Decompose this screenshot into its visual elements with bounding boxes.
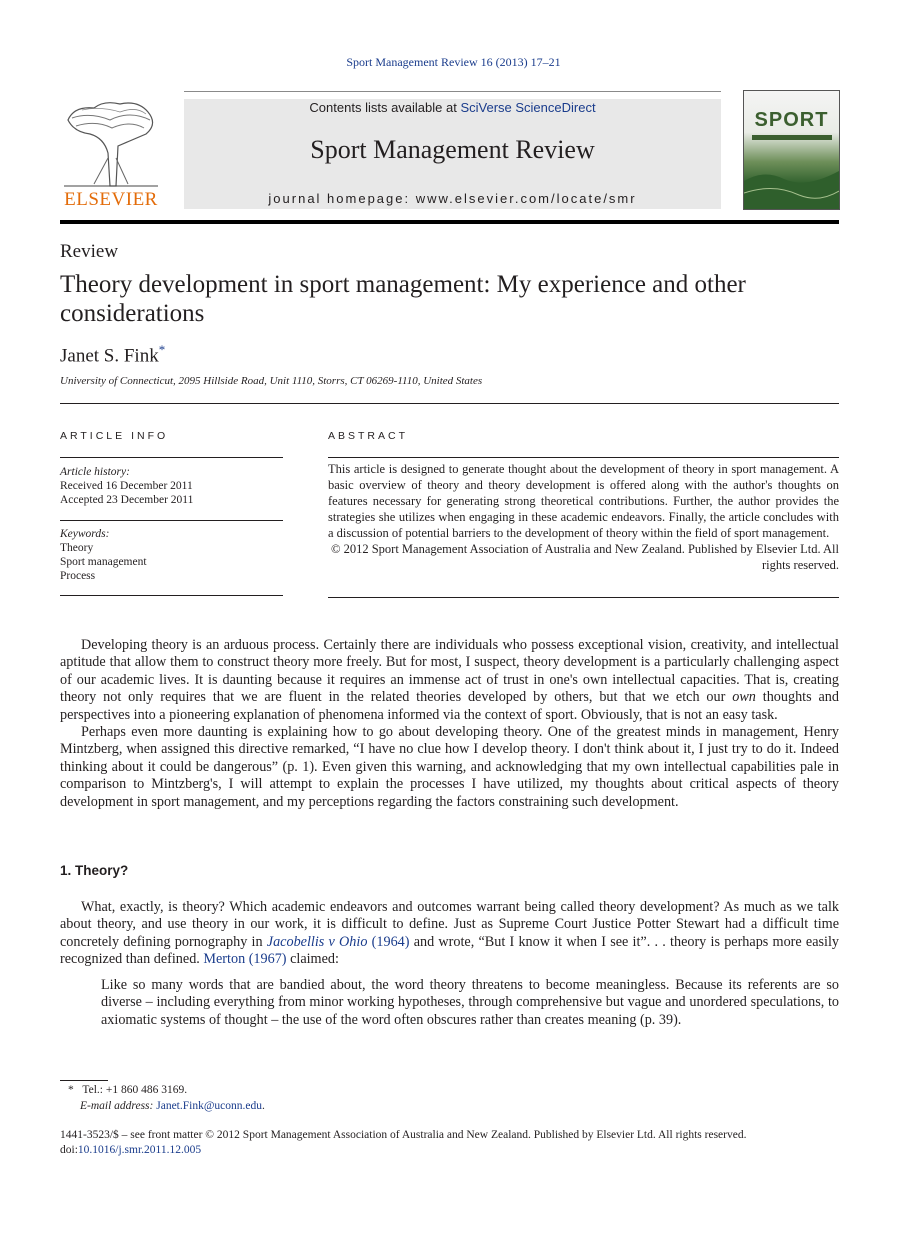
header-rule — [60, 220, 839, 224]
paragraph-text: thoughts and perspectives into a pioneering explanation of phenomena informed via the context of sport. Obviously, that is not an easy task. — [60, 689, 839, 723]
abstract-text: This article is designed to generate thought about the development of theory in sport management. A basic overview of theory and theory development is offered along with the author's thoughts on features necessary for generating strong theoretical contributions. Further, the author provides the strategies she utilizes when engaging in these academic endeavors. Finally, the article concludes with a discussion of potential barriers to the development of theory within the field of sport management. — [328, 462, 839, 540]
journal-banner — [184, 99, 721, 209]
article-info-heading: ARTICLE INFO — [60, 430, 169, 442]
paragraph-text: claimed: — [286, 951, 339, 968]
body-intro — [60, 637, 839, 811]
journal-cover[interactable] — [743, 90, 840, 210]
paragraph-text: and wrote, “But I know it when I see it”. . . theory is perhaps more easily recognized than defined. — [60, 933, 839, 968]
email-label: E-mail address: — [80, 1100, 154, 1112]
section-heading: 1. Theory? — [60, 863, 129, 878]
cover-landscape-icon — [744, 151, 839, 209]
author-footnote — [60, 1082, 265, 1114]
keyword: Process — [60, 570, 96, 582]
article-type: Review — [60, 241, 119, 262]
elsevier-logo[interactable] — [60, 98, 162, 210]
footnote-tel — [60, 1082, 265, 1098]
doi-label: doi: — [60, 1144, 78, 1156]
paragraph — [60, 637, 839, 724]
contents-prefix: Contents lists available at — [309, 100, 461, 115]
cover-subtitle-bar — [752, 135, 832, 140]
journal-homepage[interactable]: journal homepage: www.elsevier.com/locate/smr — [268, 191, 637, 206]
keywords-block — [60, 527, 147, 583]
abstract-body — [328, 461, 839, 573]
merton-citation-link[interactable]: Merton (1967) — [203, 951, 287, 968]
doi-link[interactable]: 10.1016/j.smr.2011.12.005 — [77, 1144, 202, 1156]
article-history — [60, 465, 193, 507]
body-section-1 — [60, 899, 839, 969]
accepted-date: Accepted 23 December 2011 — [60, 494, 194, 506]
sciencedirect-link[interactable]: SciVerse ScienceDirect — [460, 100, 596, 115]
keyword: Theory — [60, 542, 94, 554]
paragraph: Perhaps even more daunting is explaining how to go about developing theory. One of the greatest minds in management, Henry Mintzberg, when assigned this directive remarked, “I have no clue how I develop theory. I don't think about it, I just try to do it. Indeed thinking about it could be dangerous” (p. 1). Even given this warning, and acknowledging that my own intellectual capabilities pale in comparison to Mintzberg's, I will attempt to explain the processes I have utilized, my thoughts about critical aspects of theory development in sport management, and my perceptions regarding the factors constraining such development. — [60, 724, 839, 810]
page-footer — [60, 1128, 746, 1158]
journal-reference[interactable]: Sport Management Review 16 (2013) 17–21 — [346, 55, 561, 69]
doi-line — [60, 1143, 746, 1158]
footnote-rule — [60, 1080, 108, 1081]
journal-name: Sport Management Review — [310, 135, 595, 164]
author-footnote-mark[interactable]: * — [158, 342, 166, 357]
keywords-label: Keywords: — [60, 528, 110, 540]
paragraph — [60, 899, 839, 969]
author-name — [60, 342, 165, 367]
footnote-mark: * — [68, 1084, 74, 1096]
article-info-rule — [60, 457, 283, 458]
article-title: Theory development in sport management: My experience and other considerations — [60, 271, 746, 327]
paragraph-text: What, exactly, is theory? Which academic endeavors and outcomes warrant being called theory development? As much as we talk about theory, and use theory in our work, it is difficult to define. Just as Supreme Court Justice Potter Stewart had a difficult time concretely defining pornography in — [60, 899, 839, 950]
title-rule — [60, 403, 839, 404]
case-citation-link[interactable]: Jacobellis v Ohio — [266, 933, 368, 950]
history-label: Article history: — [60, 466, 130, 478]
history-rule — [60, 520, 283, 521]
elsevier-wordmark: ELSEVIER — [64, 189, 158, 210]
issn-line: 1441-3523/$ – see front matter © 2012 Sport Management Association of Australia and New Zealand. Published by Elsevier Ltd. All rights reserved. — [60, 1129, 747, 1141]
contents-line — [184, 100, 721, 115]
keyword: Sport management — [60, 556, 147, 568]
received-date: Received 16 December 2011 — [60, 480, 193, 492]
email-link[interactable]: Janet.Fink@uconn.edu — [156, 1100, 263, 1112]
cover-title: SPORT — [754, 109, 829, 131]
keywords-rule — [60, 595, 283, 596]
email-end: . — [262, 1100, 265, 1112]
banner-top-rule — [184, 91, 721, 92]
abstract-bottom-rule — [328, 597, 839, 598]
abstract-top-rule — [328, 457, 839, 458]
author-affiliation: University of Connecticut, 2095 Hillside Road, Unit 1110, Storrs, CT 06269-1110, United States — [60, 375, 483, 387]
emphasis: own — [732, 689, 756, 706]
paragraph-text: Developing theory is an arduous process. Certainly there are individuals who possess exceptional vision, creativity, and intellectual aptitude that allow them to construct theory more freely. But for most, I suspect, theory development is a particularly challenging aspect of our academic lives. It is daunting because it requires an immense act of trust in one's own intellectual capacities. That is, creating theory not only requires that we are fluent in the related theories developed by others, but that we etch our — [60, 637, 839, 706]
block-quote: Like so many words that are bandied about, the word theory threatens to become meaningless. Because its referents are so diverse – including everything from minor working hypotheses, through comprehensive but vague and unordered speculations, to axiomatic systems of thought – the use of the word often obscures rather than creates meaning (p. 39). — [101, 977, 839, 1028]
case-year-link[interactable]: (1964) — [371, 933, 410, 950]
tel-text: Tel.: +1 860 486 3169. — [82, 1084, 188, 1096]
abstract-heading: ABSTRACT — [328, 430, 409, 442]
abstract-copyright: © 2012 Sport Management Association of Australia and New Zealand. Published by Elsevier Ltd. All rights reserved. — [330, 542, 839, 572]
author-text: Janet S. Fink — [60, 345, 159, 367]
footnote-email — [60, 1098, 265, 1114]
